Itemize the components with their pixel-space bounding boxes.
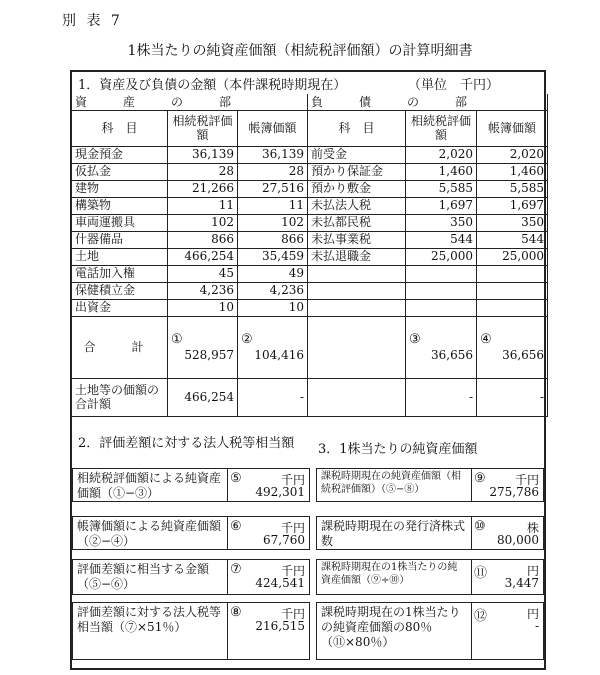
- liability-name: [308, 299, 406, 316]
- asset-eval: 102: [168, 214, 238, 231]
- sec3-rows-value: 80,000: [497, 533, 539, 547]
- asset-eval: 36,139: [168, 146, 238, 163]
- unit-label: （単位 千円）: [408, 78, 500, 93]
- sec3-rows-number: ⑫: [474, 609, 488, 624]
- liability-eval: [406, 265, 477, 282]
- sec3-rows-row: [316, 559, 544, 595]
- asset-eval: 21,266: [168, 180, 238, 197]
- sec2-rows-label: 帳簿価額による純資産価額（②−④）: [77, 519, 222, 548]
- sec2-rows-unit: 千円: [280, 473, 305, 487]
- sec3-rows-label: 課税時期現在の1株当たりの純資産価額（⑨÷⑩）: [321, 562, 458, 586]
- liability-name: 預かり保証金: [308, 163, 406, 180]
- asset-name: 電話加入権: [72, 265, 168, 282]
- liability-eval: 1,460: [406, 163, 477, 180]
- liability-book: 1,460: [477, 163, 548, 180]
- sec2-rows-row: [72, 559, 310, 595]
- liability-book: 350: [477, 214, 548, 231]
- asset-book: 102: [238, 214, 308, 231]
- liability-eval: 350: [406, 214, 477, 231]
- sec3-rows-row: [316, 516, 544, 550]
- asset-eval: 11: [168, 197, 238, 214]
- liability-name: [308, 282, 406, 299]
- asset-name: 土地: [72, 248, 168, 265]
- asset-book: 49: [238, 265, 308, 282]
- liabilities-header: 負債の部: [308, 94, 548, 110]
- section1-title: 1．資産及び負債の金額（本件課税時期現在）: [78, 78, 347, 93]
- land-total-empty: [308, 378, 406, 416]
- liability-book: 544: [477, 231, 548, 248]
- asset-name: 車両運搬具: [72, 214, 168, 231]
- asset-book: 28: [238, 163, 308, 180]
- asset-name: 構築物: [72, 197, 168, 214]
- sec2-rows-label: 評価差額に対する法人税等相当額（⑦×51％）: [77, 605, 222, 634]
- assets-header: 資産の部: [72, 94, 308, 110]
- totals-row: [72, 316, 548, 378]
- asset-book: 4,236: [238, 282, 308, 299]
- sec2-rows-label: 相続税評価額による純資産価額（①−③）: [77, 471, 222, 500]
- form-label: 別 表 7: [62, 13, 123, 29]
- sec3-rows-number: ⑨: [474, 471, 486, 486]
- total-liab-book: ④ 36,656: [477, 316, 548, 378]
- asset-eval: 10: [168, 299, 238, 316]
- land-total-book: -: [238, 378, 308, 416]
- land-total-liab-book: -: [477, 378, 548, 416]
- liability-book: [477, 265, 548, 282]
- asset-eval: 866: [168, 231, 238, 248]
- liability-book: 2,020: [477, 146, 548, 163]
- section3-title: 3．1株当たりの純資産価額: [318, 442, 478, 457]
- asset-book: 866: [238, 231, 308, 248]
- liability-book: 1,697: [477, 197, 548, 214]
- sec2-rows-number: ⑤: [230, 471, 242, 486]
- liability-name: 未払都民税: [308, 214, 406, 231]
- table-row: [72, 299, 548, 316]
- table-row: [72, 180, 548, 197]
- asset-eval: 4,236: [168, 282, 238, 299]
- asset-book: 36,139: [238, 146, 308, 163]
- totals-label: 合 計: [72, 316, 168, 378]
- asset-name: 保健積立金: [72, 282, 168, 299]
- sec3-rows-number: ⑩: [474, 519, 486, 534]
- sec2-rows-value: 424,541: [255, 576, 305, 590]
- liab-eval-header: 相続税評価額: [406, 110, 477, 146]
- asset-name: 建物: [72, 180, 168, 197]
- asset-book: 27,516: [238, 180, 308, 197]
- balance-rows: [72, 146, 548, 316]
- table-row: [72, 214, 548, 231]
- table-row: [72, 146, 548, 163]
- liability-eval: [406, 299, 477, 316]
- sec3-rows-label: 課税時期現在の純資産価額（相続税評価額）（⑤−⑧）: [321, 471, 461, 495]
- table-row: [72, 265, 548, 282]
- liability-book: 5,585: [477, 180, 548, 197]
- asset-eval: 45: [168, 265, 238, 282]
- liab-book-header: 帳簿価額: [477, 110, 548, 146]
- sec2-rows-value: 492,301: [255, 485, 305, 499]
- liability-name: 未払事業税: [308, 231, 406, 248]
- total-asset-book: ② 104,416: [238, 316, 308, 378]
- document-title: 1株当たりの純資産価額（相続税評価額）の計算明細書: [127, 43, 473, 59]
- table-row: [72, 248, 548, 265]
- land-total-value: 466,254: [168, 378, 238, 416]
- liability-book: [477, 282, 548, 299]
- asset-book: 10: [238, 299, 308, 316]
- asset-name: 仮払金: [72, 163, 168, 180]
- sec2-rows-number: ⑧: [230, 605, 242, 620]
- table-row: [72, 197, 548, 214]
- asset-eval: 28: [168, 163, 238, 180]
- sec2-rows-row: [72, 602, 310, 660]
- sec3-rows-unit: 千円: [514, 473, 539, 487]
- liability-eval: 5,585: [406, 180, 477, 197]
- sec3-rows-unit: 円: [526, 607, 539, 621]
- sec3-rows-unit: 円: [526, 564, 539, 578]
- liability-eval: 1,697: [406, 197, 477, 214]
- table-row: [72, 163, 548, 180]
- liability-book: 25,000: [477, 248, 548, 265]
- asset-name: 什器備品: [72, 231, 168, 248]
- statement-frame: [70, 70, 546, 670]
- land-total-row: [72, 378, 548, 416]
- total-liab-eval: ③ 36,656: [406, 316, 477, 378]
- sec2-rows-number: ⑥: [230, 519, 242, 534]
- land-total-label: 土地等の価額の合計額: [72, 378, 168, 416]
- balance-table: [71, 94, 548, 417]
- asset-book: 35,459: [238, 248, 308, 265]
- sec2-rows-row: [72, 516, 310, 550]
- assets-book-header: 帳簿価額: [238, 110, 308, 146]
- liability-eval: [406, 282, 477, 299]
- sec2-rows-row: [72, 468, 310, 502]
- asset-name: 現金預金: [72, 146, 168, 163]
- sec2-rows-value: 216,515: [255, 619, 305, 633]
- asset-eval: 466,254: [168, 248, 238, 265]
- sec2-rows-unit: 千円: [280, 607, 305, 621]
- sec2-rows-label: 評価差額に相当する金額（⑤−⑥）: [77, 562, 210, 591]
- table-row: [72, 282, 548, 299]
- liab-subject-header: 科 目: [308, 110, 406, 146]
- land-total-liab-eval: -: [406, 378, 477, 416]
- liability-name: 未払退職金: [308, 248, 406, 265]
- sec3-rows-label: 課税時期現在の1株当たりの純資産価額の80％（⑪×80％）: [321, 605, 461, 649]
- asset-book: 11: [238, 197, 308, 214]
- liability-eval: 2,020: [406, 146, 477, 163]
- sec3-rows-number: ⑪: [474, 566, 488, 581]
- liability-name: 未払法人税: [308, 197, 406, 214]
- sec2-rows-number: ⑦: [230, 562, 242, 577]
- sec2-rows-unit: 千円: [280, 564, 305, 578]
- sec3-rows-value: 3,447: [504, 576, 539, 590]
- liability-name: 前受金: [308, 146, 406, 163]
- sec2-rows-unit: 千円: [280, 521, 305, 535]
- sec3-rows-value: 275,786: [489, 485, 539, 499]
- sec3-rows-row: [316, 602, 544, 660]
- totals-empty: [308, 316, 406, 378]
- section2-title: 2．評価差額に対する法人税等相当額: [78, 436, 295, 451]
- sec2-rows-value: 67,760: [263, 533, 305, 547]
- assets-subject-header: 科 目: [72, 110, 168, 146]
- liability-book: [477, 299, 548, 316]
- liability-name: 預かり敷金: [308, 180, 406, 197]
- table-row: [72, 231, 548, 248]
- liability-name: [308, 265, 406, 282]
- asset-name: 出資金: [72, 299, 168, 316]
- sec3-rows-value: -: [534, 619, 539, 633]
- section1-heading: [78, 74, 538, 92]
- sec3-rows-row: [316, 468, 544, 502]
- sec3-rows-unit: 株: [526, 521, 539, 535]
- liability-eval: 544: [406, 231, 477, 248]
- sec3-rows-label: 課税時期現在の発行済株式数: [321, 519, 466, 548]
- assets-eval-header: 相続税評価額: [168, 110, 238, 146]
- liability-eval: 25,000: [406, 248, 477, 265]
- total-asset-eval: ① 528,957: [168, 316, 238, 378]
